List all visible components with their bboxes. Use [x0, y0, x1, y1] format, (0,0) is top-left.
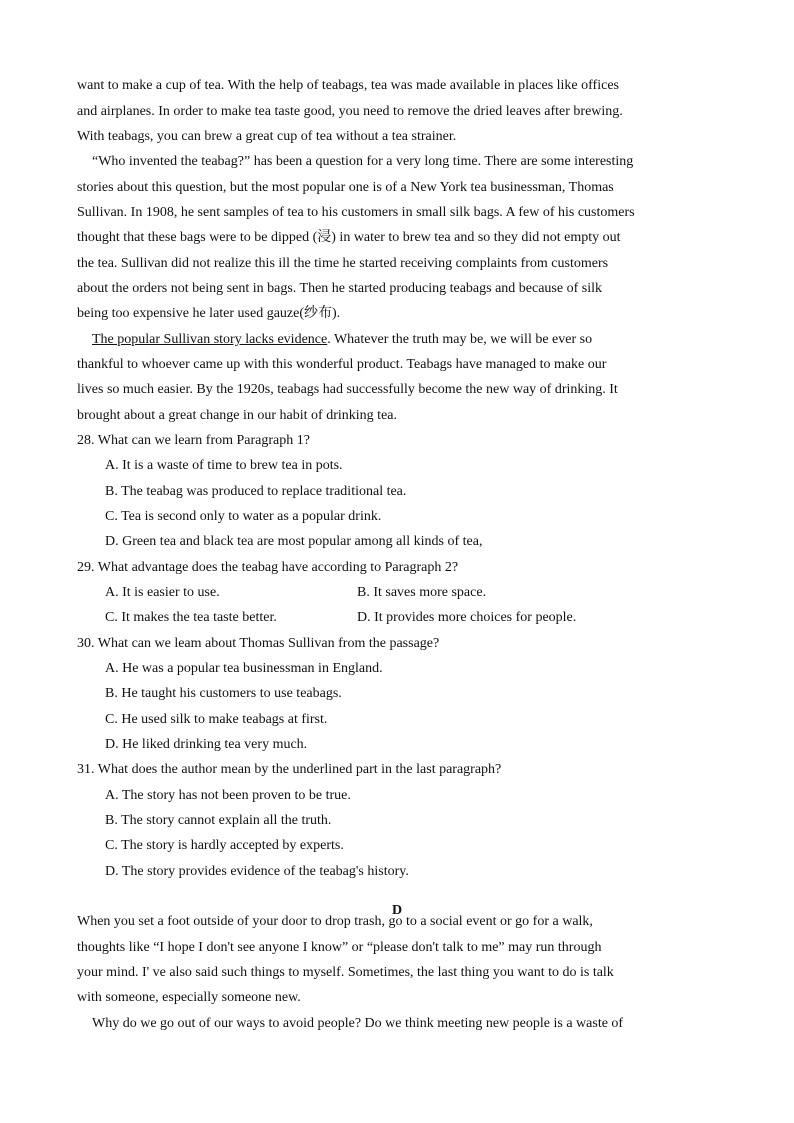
- question-28-option-b: B. The teabag was produced to replace traditional tea.: [105, 484, 407, 499]
- question-28-option-a: A. It is a waste of time to brew tea in pots.: [105, 458, 343, 473]
- question-30-option-a: A. He was a popular tea businessman in England.: [105, 661, 383, 676]
- question-29-stem: 29. What advantage does the teabag have according to Paragraph 2?: [77, 560, 459, 575]
- question-29-option-a: A. It is easier to use.: [105, 585, 220, 600]
- question-30-option-b: B. He taught his customers to use teabags.: [105, 686, 342, 701]
- question-29-option-d: D. It provides more choices for people.: [357, 610, 577, 625]
- passage-c-p3-line-3: lives so much easier. By the 1920s, teabags had successfully become the new way of drinking. It: [77, 382, 618, 397]
- question-30-option-d: D. He liked drinking tea very much.: [105, 737, 308, 752]
- passage-c-p2-line-2: stories about this question, but the most popular one is of a New York tea businessman, Thomas: [77, 180, 614, 195]
- question-30-option-c: C. He used silk to make teabags at first.: [105, 712, 328, 727]
- question-31-option-d: D. The story provides evidence of the teabag's history.: [105, 864, 409, 879]
- passage-c-p1-line-1: want to make a cup of tea. With the help of teabags, tea was made available in places like offices: [77, 78, 619, 93]
- passage-c-p2-line-6: about the orders not being sent in bags. Then he started producing teabags and because of silk: [77, 281, 602, 296]
- question-29-option-c: C. It makes the tea taste better.: [105, 610, 277, 625]
- question-31-option-b: B. The story cannot explain all the truth.: [105, 813, 332, 828]
- passage-c-p2-line-4: thought that these bags were to be dipped (浸) in water to brew tea and so they did not empty out: [77, 230, 621, 245]
- question-28-option-d: D. Green tea and black tea are most popular among all kinds of tea,: [105, 534, 483, 549]
- question-30-stem: 30. What can we leam about Thomas Sullivan from the passage?: [77, 636, 440, 651]
- question-28-option-c: C. Tea is second only to water as a popular drink.: [105, 509, 382, 524]
- passage-c-p3-line-4: brought about a great change in our habit of drinking tea.: [77, 408, 397, 423]
- passage-c-p1-line-2: and airplanes. In order to make tea taste good, you need to remove the dried leaves after brewing.: [77, 104, 623, 119]
- passage-c-p2-line-7: being too expensive he later used gauze(纱布).: [77, 306, 341, 321]
- passage-d-p1-line-3: your mind. I' ve also said such things to myself. Sometimes, the last thing you want to do is talk: [77, 965, 614, 980]
- passage-c-p3-line-1-rest: . Whatever the truth may be, we will be ever so: [327, 332, 593, 347]
- question-28-stem: 28. What can we learn from Paragraph 1?: [77, 433, 310, 448]
- question-31-stem: 31. What does the author mean by the underlined part in the last paragraph?: [77, 762, 502, 777]
- passage-c-p3-line-2: thankful to whoever came up with this wonderful product. Teabags have managed to make our: [77, 357, 607, 372]
- question-31-option-c: C. The story is hardly accepted by experts.: [105, 838, 344, 853]
- passage-d-p2-line-1: Why do we go out of our ways to avoid people? Do we think meeting new people is a waste of: [92, 1016, 624, 1031]
- passage-d-p1-line-2: thoughts like “I hope I don't see anyone I know” or “please don't talk to me” may run through: [77, 940, 602, 955]
- question-31-option-a: A. The story has not been proven to be true.: [105, 788, 351, 803]
- passage-c-p3-line-1: [92, 330, 592, 350]
- passage-d-p1-line-1: When you set a foot outside of your door to drop trash, go to a social event or go for a walk,: [77, 914, 593, 929]
- passage-c-p1-line-3: With teabags, you can brew a great cup of tea without a tea strainer.: [77, 129, 457, 144]
- passage-d-p1-line-4: with someone, especially someone new.: [77, 990, 301, 1005]
- section-d-title: D: [391, 903, 403, 918]
- passage-c-p2-line-3: Sullivan. In 1908, he sent samples of tea to his customers in small silk bags. A few of his customers: [77, 205, 635, 220]
- passage-c-p2-line-1: “Who invented the teabag?” has been a question for a very long time. There are some interesting: [92, 154, 634, 169]
- question-29-option-b: B. It saves more space.: [357, 585, 487, 600]
- passage-c-p2-line-5: the tea. Sullivan did not realize this ill the time he started receiving complaints from customers: [77, 256, 609, 271]
- underlined-part: The popular Sullivan story lacks evidence: [92, 332, 328, 347]
